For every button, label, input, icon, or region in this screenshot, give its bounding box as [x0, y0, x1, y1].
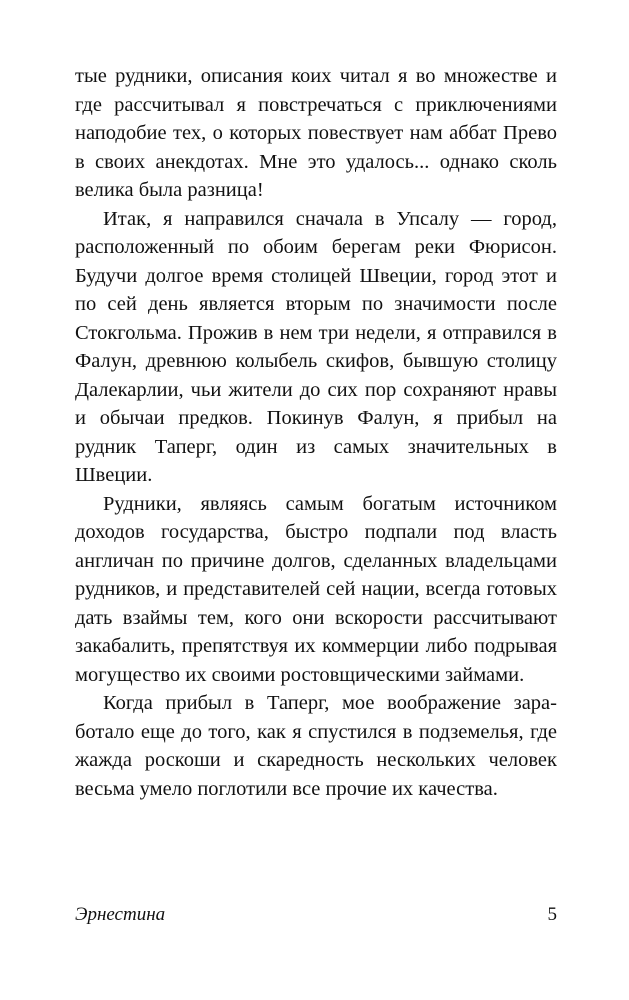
- running-title: Эрнестина: [75, 904, 166, 925]
- paragraph-1: тые рудники, описания коих читал я во множестве и где рассчитывал я повстречаться с приключениями наподобие тех, о которых повествует нам аббат Прево в своих анекдотах. Мне это удалось... однако сколь велика была разница!: [75, 65, 557, 201]
- page-number: 5: [547, 904, 557, 925]
- paragraph-3: Рудники, являясь самым богатым источником доходов государства, быстро подпали под власть англичан по причине долгов, сделанных владельцами рудников, и представителей сей нации, всегда готовых дать взаймы тем, кого они вскорости рассчитывают закабалить, препятствуя их коммерции либо подрывая могущество их своими ростовщическими займами.: [75, 492, 557, 686]
- paragraph-4: Когда прибыл в Таперг, мое воображение заработало еще до того, как я спустился в подземелья, где жажда роскоши и скаредность нескольких человек весьма умело поглотили все прочие их качества.: [75, 692, 557, 800]
- page-body-text: [75, 62, 557, 803]
- page-footer: [75, 902, 557, 928]
- paragraph-2: Итак, я направился сначала в Упсалу — город, расположенный по обоим берегам реки Фюрисон. Будучи долгое время столицей Швеции, город этот и по сей день является вторым по значимости после Стокгольма. Прожив в нем три недели, я отправился в Фалун, древнюю колыбель скифов, бывшую столицу Далекарлии, чьи жители до сих пор сохраняют нравы и обычаи предков. Покинув Фалун, я прибыл на рудник Таперг, один из самых значительных в Швеции.: [75, 207, 557, 486]
